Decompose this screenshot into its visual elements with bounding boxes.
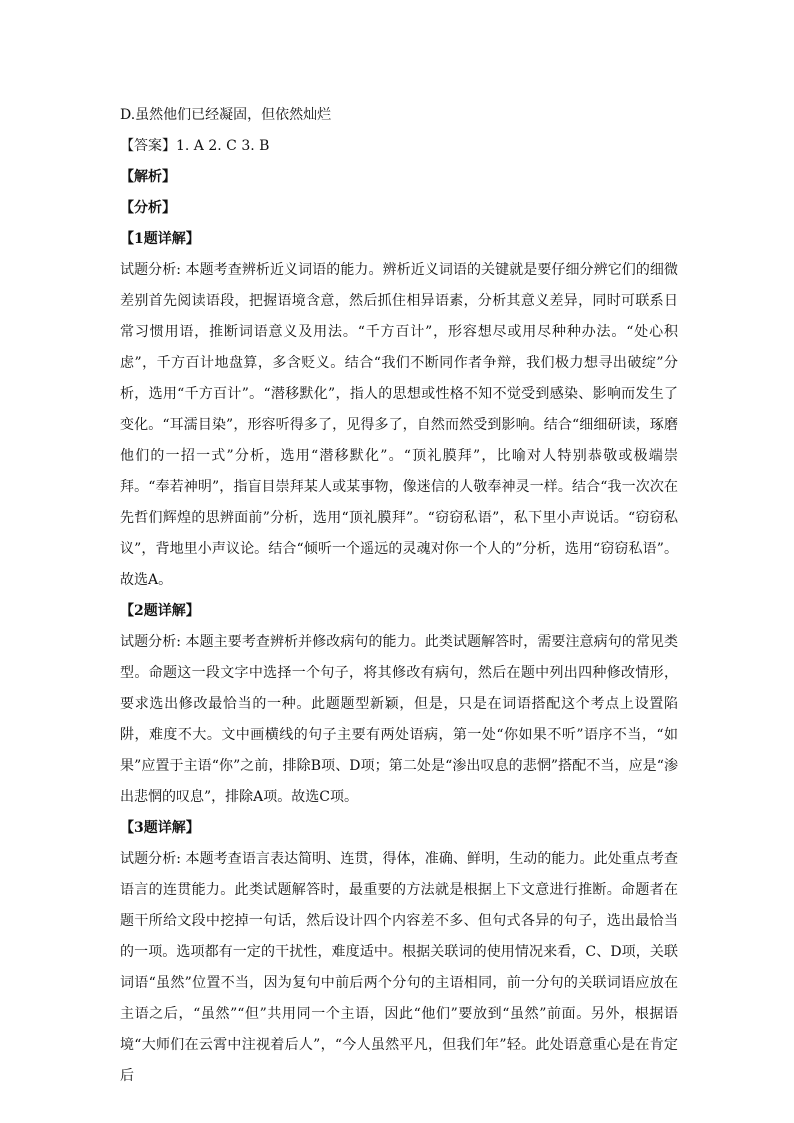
q2-heading: 【2题详解】 [120, 603, 200, 619]
analysis-heading: 【解析】 [120, 169, 176, 185]
option-d: D.虽然他们已经凝固，但依然灿烂 [120, 107, 332, 123]
q2-explanation: 试题分析: 本题主要考查辨析并修改病句的能力。此类试题解答时，需要注意病句的常见类型。命题这一段文字中选择一个句子，将其修改有病句，然后在题中列出四种修改情形，要求选出修改最恰当的一种。此题题型新颖，但是，只是在词语搭配这个考点上设置陷阱，难度不大。文中画横线的句子主要有两处语病，第一处“你如果不听”语序不当，“如果”应置于主语“你”之前，排除B项、D项；第二处是“渗出叹息的悲惘”搭配不当，应是“渗出悲惘的叹息”，排除A项。故选C项。 [120, 634, 678, 805]
q1-heading: 【1题详解】 [120, 231, 200, 247]
analysis-subheading: 【分析】 [120, 200, 176, 216]
answer-line: 【答案】1. A 2. C 3. B [120, 138, 270, 154]
q1-explanation: 试题分析: 本题考查辨析近义词语的能力。辨析近义词语的关键就是要仔细分辨它们的细微差别首先阅读语段，把握语境含意，然后抓住相异语素，分析其意义差异，同时可联系日常习惯用语，推断词语意义及用法。“千方百计”，形容想尽或用尽种种办法。“处心积虑”，千方百计地盘算，多含贬义。结合“我们不断同作者争辩，我们极力想寻出破绽”分析，选用“千方百计”。“潜移默化”，指人的思想或性格不知不觉受到感染、影响而发生了变化。“耳濡目染”，形容听得多了，见得多了，自然而然受到影响。结合“细细研读，琢磨他们的一招一式”分析，选用“潜移默化”。“顶礼膜拜”，比喻对人特别恭敬或极端崇拜。“奉若神明”，指盲目崇拜某人或某事物，像迷信的人敬奉神灵一样。结合“我一次次在先哲们辉煌的思辨面前”分析，选用“顶礼膜拜”。“窃窃私语”，私下里小声说话。“窃窃私议”，背地里小声议论。结合“倾听一个遥远的灵魂对你一个人的”分析，选用“窃窃私语”。故选A。 [120, 262, 678, 588]
q3-heading: 【3题详解】 [120, 820, 200, 836]
document-page [120, 100, 678, 1092]
q3-explanation: 试题分析: 本题考查语言表达简明、连贯，得体，准确、鲜明，生动的能力。此处重点考查语言的连贯能力。此类试题解答时，最重要的方法就是根据上下文意进行推断。命题者在题干所给文段中挖掉一句话，然后设计四个内容差不多、但句式各异的句子，选出最恰当的一项。选项都有一定的干扰性，难度适中。根据关联词的使用情况来看，C、D项，关联词语“虽然”位置不当，因为复句中前后两个分句的主语相同，前一分句的关联词语应放在主语之后，“虽然”“但”共用同一个主语，因此“他们”要放到“虽然”前面。另外，根据语境“大师们在云霄中注视着后人”，“今人虽然平凡，但我们年”轻。此处语意重心是在肯定后 [120, 851, 678, 1084]
